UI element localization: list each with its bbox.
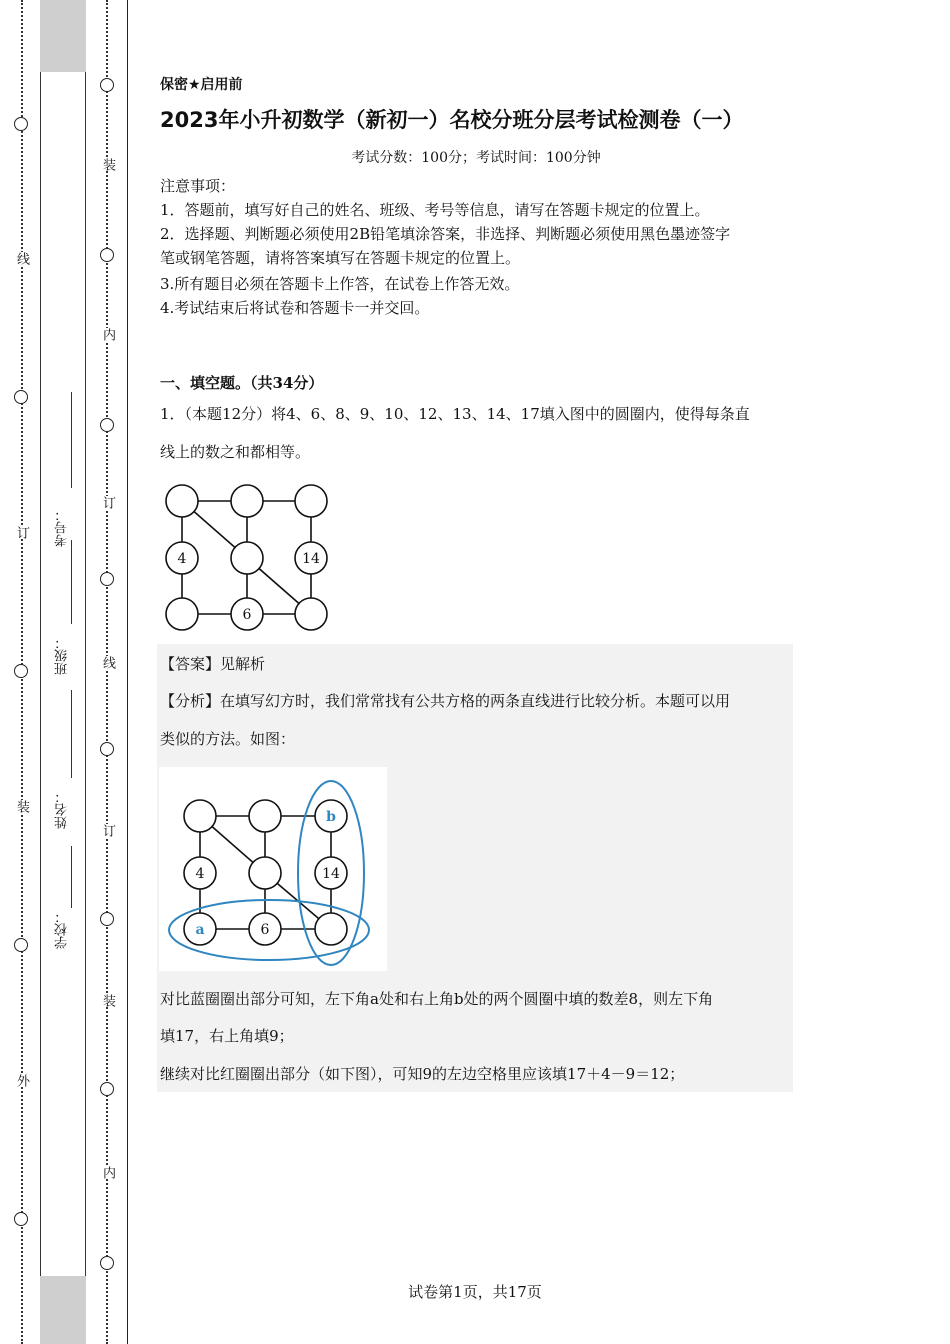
page-title: 2023年小升初数学（新初一）名校分班分层考试检测卷（一） xyxy=(160,108,744,132)
notice-heading: 注意事项： xyxy=(160,177,236,195)
class-label: 班级： xyxy=(55,636,70,675)
analysis-figure xyxy=(159,767,387,971)
outer-circle-5 xyxy=(14,1212,28,1226)
fig1-node-top-mid xyxy=(231,485,263,517)
class-blank[interactable] xyxy=(71,540,72,624)
fig1-label-4: 4 xyxy=(177,551,187,567)
fig2-label-6: 6 xyxy=(260,922,270,938)
fig2-node-bottom-right xyxy=(315,913,347,945)
fig1-node-top-right xyxy=(295,485,327,517)
exam-number-blank[interactable] xyxy=(71,392,72,488)
inner-circle-4 xyxy=(100,572,114,586)
inner-circle-1 xyxy=(100,78,114,92)
inner-circle-8 xyxy=(100,1256,114,1270)
inner-circle-6 xyxy=(100,912,114,926)
explanation-line-3: 继续对比红圈圈出部分（如下图），可知9的左边空格里应该填17＋4－9＝12； xyxy=(160,1065,685,1083)
secret-mark: 保密★启用前 xyxy=(160,77,243,93)
notice-item-2-cont: 笔或钢笔答题，请将答案填写在答题卡规定的位置上。 xyxy=(160,249,521,267)
inner-circle-3 xyxy=(100,418,114,432)
fig2-label-4: 4 xyxy=(195,866,205,882)
inner-circle-2 xyxy=(100,248,114,262)
question-1-text-cont: 线上的数之和都相等。 xyxy=(160,443,311,461)
inner-label-6: 装 xyxy=(100,994,115,1007)
school-label: 学校： xyxy=(55,910,70,949)
inner-circle-5 xyxy=(100,742,114,756)
inner-label-2: 内 xyxy=(100,328,115,341)
inner-cut-line xyxy=(106,0,108,1344)
answer-line: 【答案】见解析 xyxy=(160,655,266,673)
outer-label-line: 线 xyxy=(14,252,29,265)
analysis-line-1: 【分析】在填写幻方时，我们常常找有公共方格的两条直线进行比较分析。本题可以用 xyxy=(160,692,731,710)
inner-circle-7 xyxy=(100,1082,114,1096)
fig1-node-bottom-left xyxy=(166,598,198,630)
fig2-label-14: 14 xyxy=(322,866,340,882)
exam-info: 考试分数：100分；考试时间：100分钟 xyxy=(351,150,601,166)
notice-item-4: 4.考试结束后将试卷和答题卡一并交回。 xyxy=(160,299,430,317)
name-label: 姓名： xyxy=(55,790,70,829)
outer-circle-3 xyxy=(14,664,28,678)
notice-item-3: 3.所有题目必须在答题卡上作答，在试卷上作答无效。 xyxy=(160,275,520,293)
fig1-label-6: 6 xyxy=(242,607,252,623)
fig2-label-a: a xyxy=(195,922,205,938)
explanation-line-2: 填17，右上角填9； xyxy=(160,1027,294,1045)
inner-label-7: 内 xyxy=(100,1166,115,1179)
exam-number-label: 考号： xyxy=(55,508,70,547)
question-1-text: 1．（本题12分）将4、6、8、9、10、12、13、14、17填入图中的圆圈内，使得每条直 xyxy=(160,405,750,423)
school-blank[interactable] xyxy=(71,846,72,908)
fig2-node-top-left xyxy=(184,800,216,832)
notice-item-2: 2．选择题、判断题必须使用2B铅笔填涂答案，非选择、判断题必须使用黑色墨迹签字 xyxy=(160,225,731,243)
outer-label-outside: 外 xyxy=(14,1074,29,1087)
analysis-line-2: 类似的方法。如图： xyxy=(160,730,296,748)
inner-label-3: 订 xyxy=(100,496,115,509)
page-footer: 试卷第1页，共17页 xyxy=(408,1283,542,1301)
fig1-node-bottom-right xyxy=(295,598,327,630)
section-heading: 一、填空题。（共34分） xyxy=(160,374,324,392)
fig1-label-14: 14 xyxy=(302,551,320,567)
notice-item-1: 1．答题前，填写好自己的姓名、班级、考号等信息，请写在答题卡规定的位置上。 xyxy=(160,201,710,219)
outer-circle-1 xyxy=(14,117,28,131)
outer-circle-4 xyxy=(14,938,28,952)
fig1-node-top-left xyxy=(166,485,198,517)
fig1-node-center xyxy=(231,542,263,574)
outer-circle-2 xyxy=(14,390,28,404)
margin-border-line xyxy=(127,0,128,1344)
fig2-node-center xyxy=(249,857,281,889)
name-blank[interactable] xyxy=(71,690,72,778)
question-1-figure xyxy=(158,478,338,638)
inner-label-5: 订 xyxy=(100,824,115,837)
fig2-node-top-mid xyxy=(249,800,281,832)
fig2-label-b: b xyxy=(326,809,336,825)
outer-label-bind: 装 xyxy=(14,800,29,813)
outer-label-staple: 订 xyxy=(14,526,29,539)
inner-label-4: 线 xyxy=(100,656,115,669)
inner-label-1: 装 xyxy=(100,158,115,171)
explanation-line-1: 对比蓝圈圈出部分可知，左下角a处和右上角b处的两个圆圈中填的数差8，则左下角 xyxy=(160,990,714,1008)
